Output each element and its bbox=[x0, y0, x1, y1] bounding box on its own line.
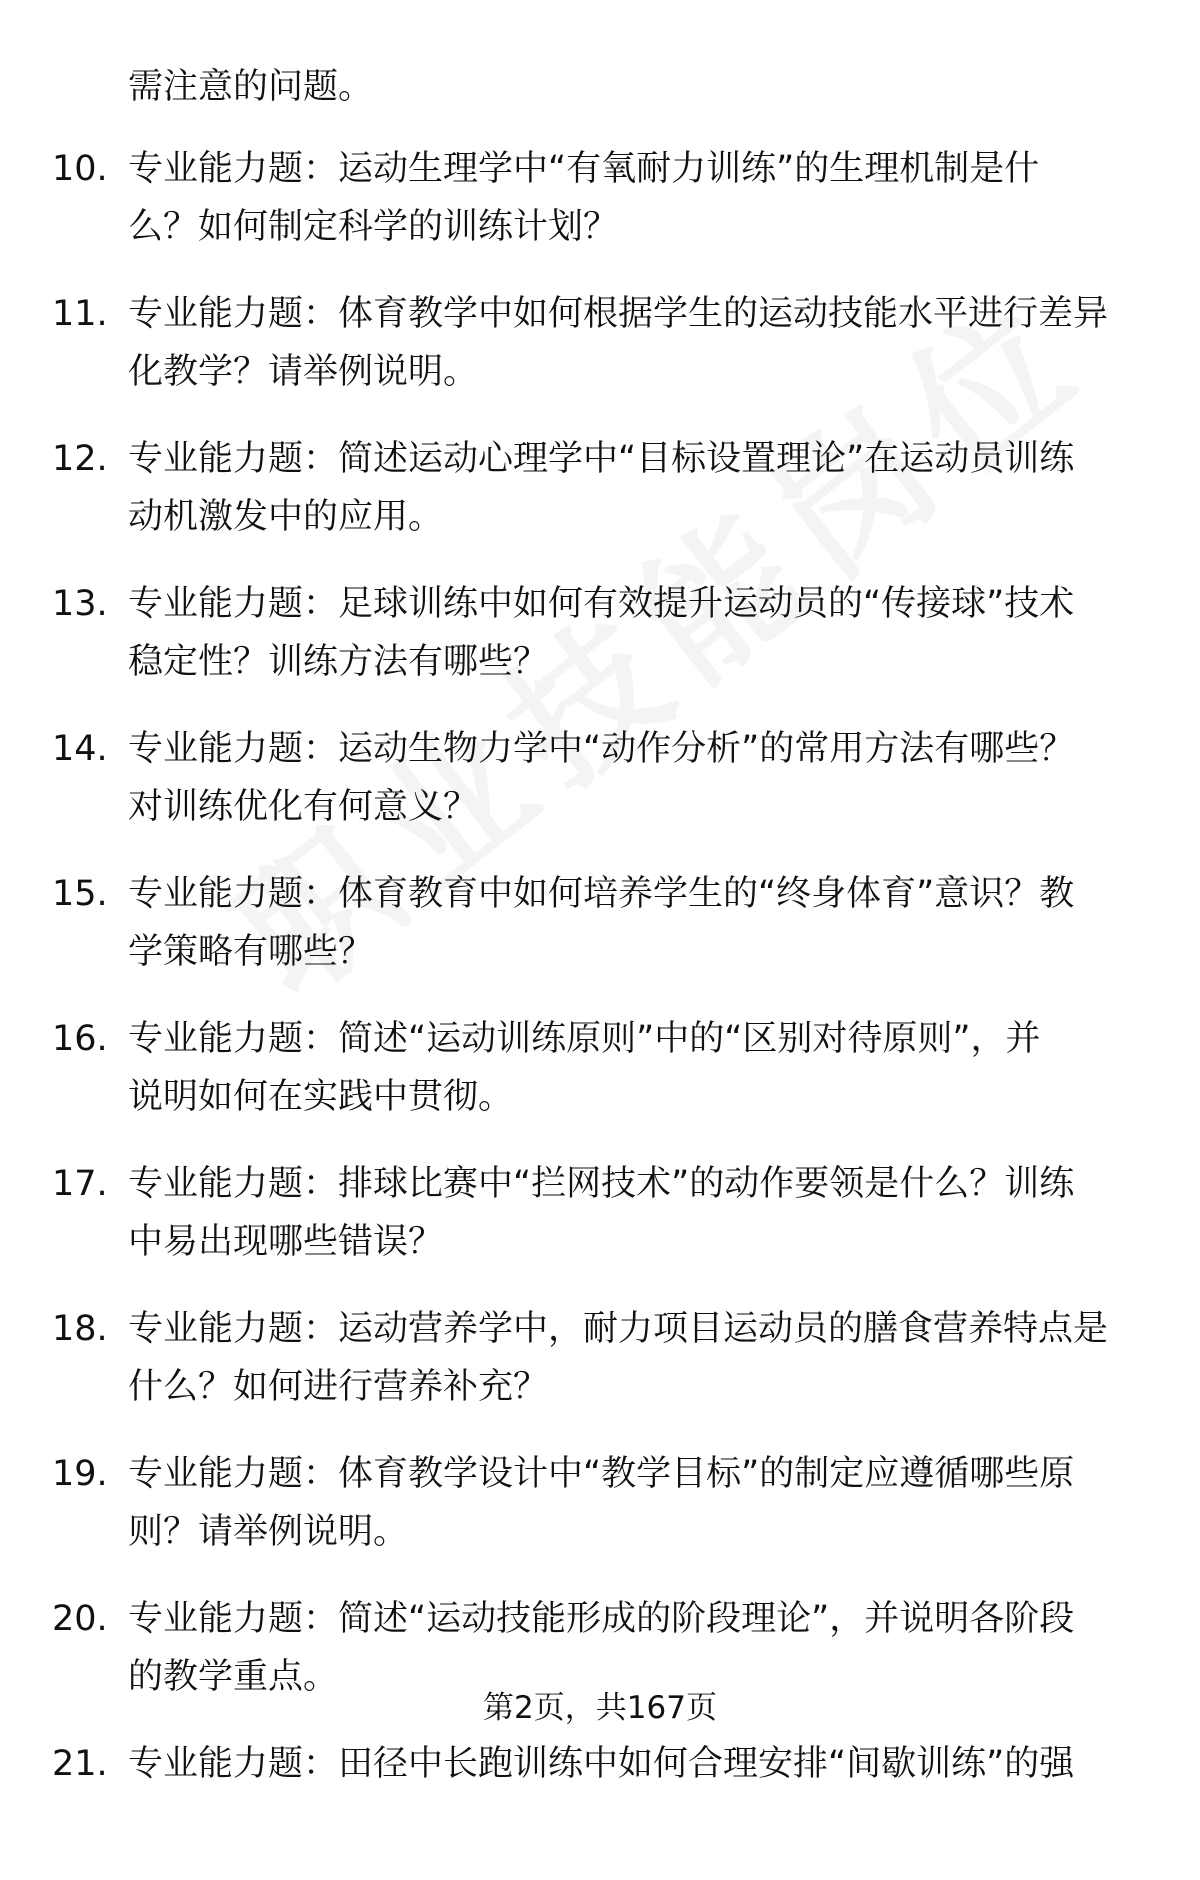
question-text-line: 学策略有哪些？ bbox=[128, 932, 374, 972]
question-text-line: 对训练优化有何意义？ bbox=[128, 787, 479, 827]
question-item bbox=[0, 1300, 1200, 1445]
question-item bbox=[0, 865, 1200, 1010]
question-item bbox=[0, 1735, 1200, 1880]
question-text-line: 么？如何制定科学的训练计划？ bbox=[128, 207, 619, 247]
question-text-line: 专业能力题：体育教学中如何根据学生的运动技能水平进行差异 bbox=[128, 294, 1109, 334]
question-number: 12. bbox=[52, 439, 108, 479]
continued-text-line: 需注意的问题。 bbox=[128, 67, 374, 107]
question-number: 10. bbox=[52, 149, 108, 189]
question-number: 17. bbox=[52, 1164, 108, 1204]
question-text-line: 什么？如何进行营养补充？ bbox=[128, 1367, 549, 1407]
question-number: 11. bbox=[52, 294, 108, 334]
question-text-line: 专业能力题：足球训练中如何有效提升运动员的“传接球”技术 bbox=[128, 584, 1075, 624]
question-number: 19. bbox=[52, 1454, 108, 1494]
question-text-line: 说明如何在实践中贯彻。 bbox=[128, 1077, 514, 1117]
question-item bbox=[0, 1445, 1200, 1590]
page-footer: 第2页，共167页 bbox=[483, 1690, 717, 1726]
question-text-line: 稳定性？训练方法有哪些？ bbox=[128, 642, 549, 682]
question-text-line: 专业能力题：简述运动心理学中“目标设置理论”在运动员训练 bbox=[128, 439, 1075, 479]
question-item bbox=[0, 720, 1200, 865]
question-number: 20. bbox=[52, 1599, 108, 1639]
question-text-line: 专业能力题：简述“运动训练原则”中的“区别对待原则”，并 bbox=[128, 1019, 1041, 1059]
question-item bbox=[0, 1010, 1200, 1155]
question-text-line: 则？请举例说明。 bbox=[128, 1512, 409, 1552]
question-number: 18. bbox=[52, 1309, 108, 1349]
question-number: 13. bbox=[52, 584, 108, 624]
question-number: 14. bbox=[52, 729, 108, 769]
question-text-line: 专业能力题：运动生物力学中“动作分析”的常用方法有哪些？ bbox=[128, 729, 1075, 769]
question-item bbox=[0, 430, 1200, 575]
question-text-line: 专业能力题：田径中长跑训练中如何合理安排“间歇训练”的强 bbox=[128, 1744, 1075, 1784]
question-item bbox=[0, 285, 1200, 430]
question-text-line: 专业能力题：运动生理学中“有氧耐力训练”的生理机制是什 bbox=[128, 149, 1040, 189]
question-text-line: 中易出现哪些错误？ bbox=[128, 1222, 444, 1262]
question-text-line: 动机激发中的应用。 bbox=[128, 497, 444, 537]
question-text-line: 专业能力题：简述“运动技能形成的阶段理论”，并说明各阶段 bbox=[128, 1599, 1075, 1639]
question-list bbox=[0, 140, 1200, 1880]
question-item bbox=[0, 140, 1200, 285]
question-text-line: 专业能力题：运动营养学中，耐力项目运动员的膳食营养特点是 bbox=[128, 1309, 1109, 1349]
question-text-line: 专业能力题：排球比赛中“拦网技术”的动作要领是什么？训练 bbox=[128, 1164, 1075, 1204]
question-text-line: 专业能力题：体育教育中如何培养学生的“终身体育”意识？教 bbox=[128, 874, 1075, 914]
question-text-line: 的教学重点。 bbox=[128, 1657, 339, 1697]
question-number: 15. bbox=[52, 874, 108, 914]
question-number: 16. bbox=[52, 1019, 108, 1059]
question-number: 21. bbox=[52, 1744, 108, 1784]
question-text-line: 化教学？请举例说明。 bbox=[128, 352, 479, 392]
question-item bbox=[0, 1155, 1200, 1300]
question-item bbox=[0, 575, 1200, 720]
question-text-line: 专业能力题：体育教学设计中“教学目标”的制定应遵循哪些原 bbox=[128, 1454, 1075, 1494]
